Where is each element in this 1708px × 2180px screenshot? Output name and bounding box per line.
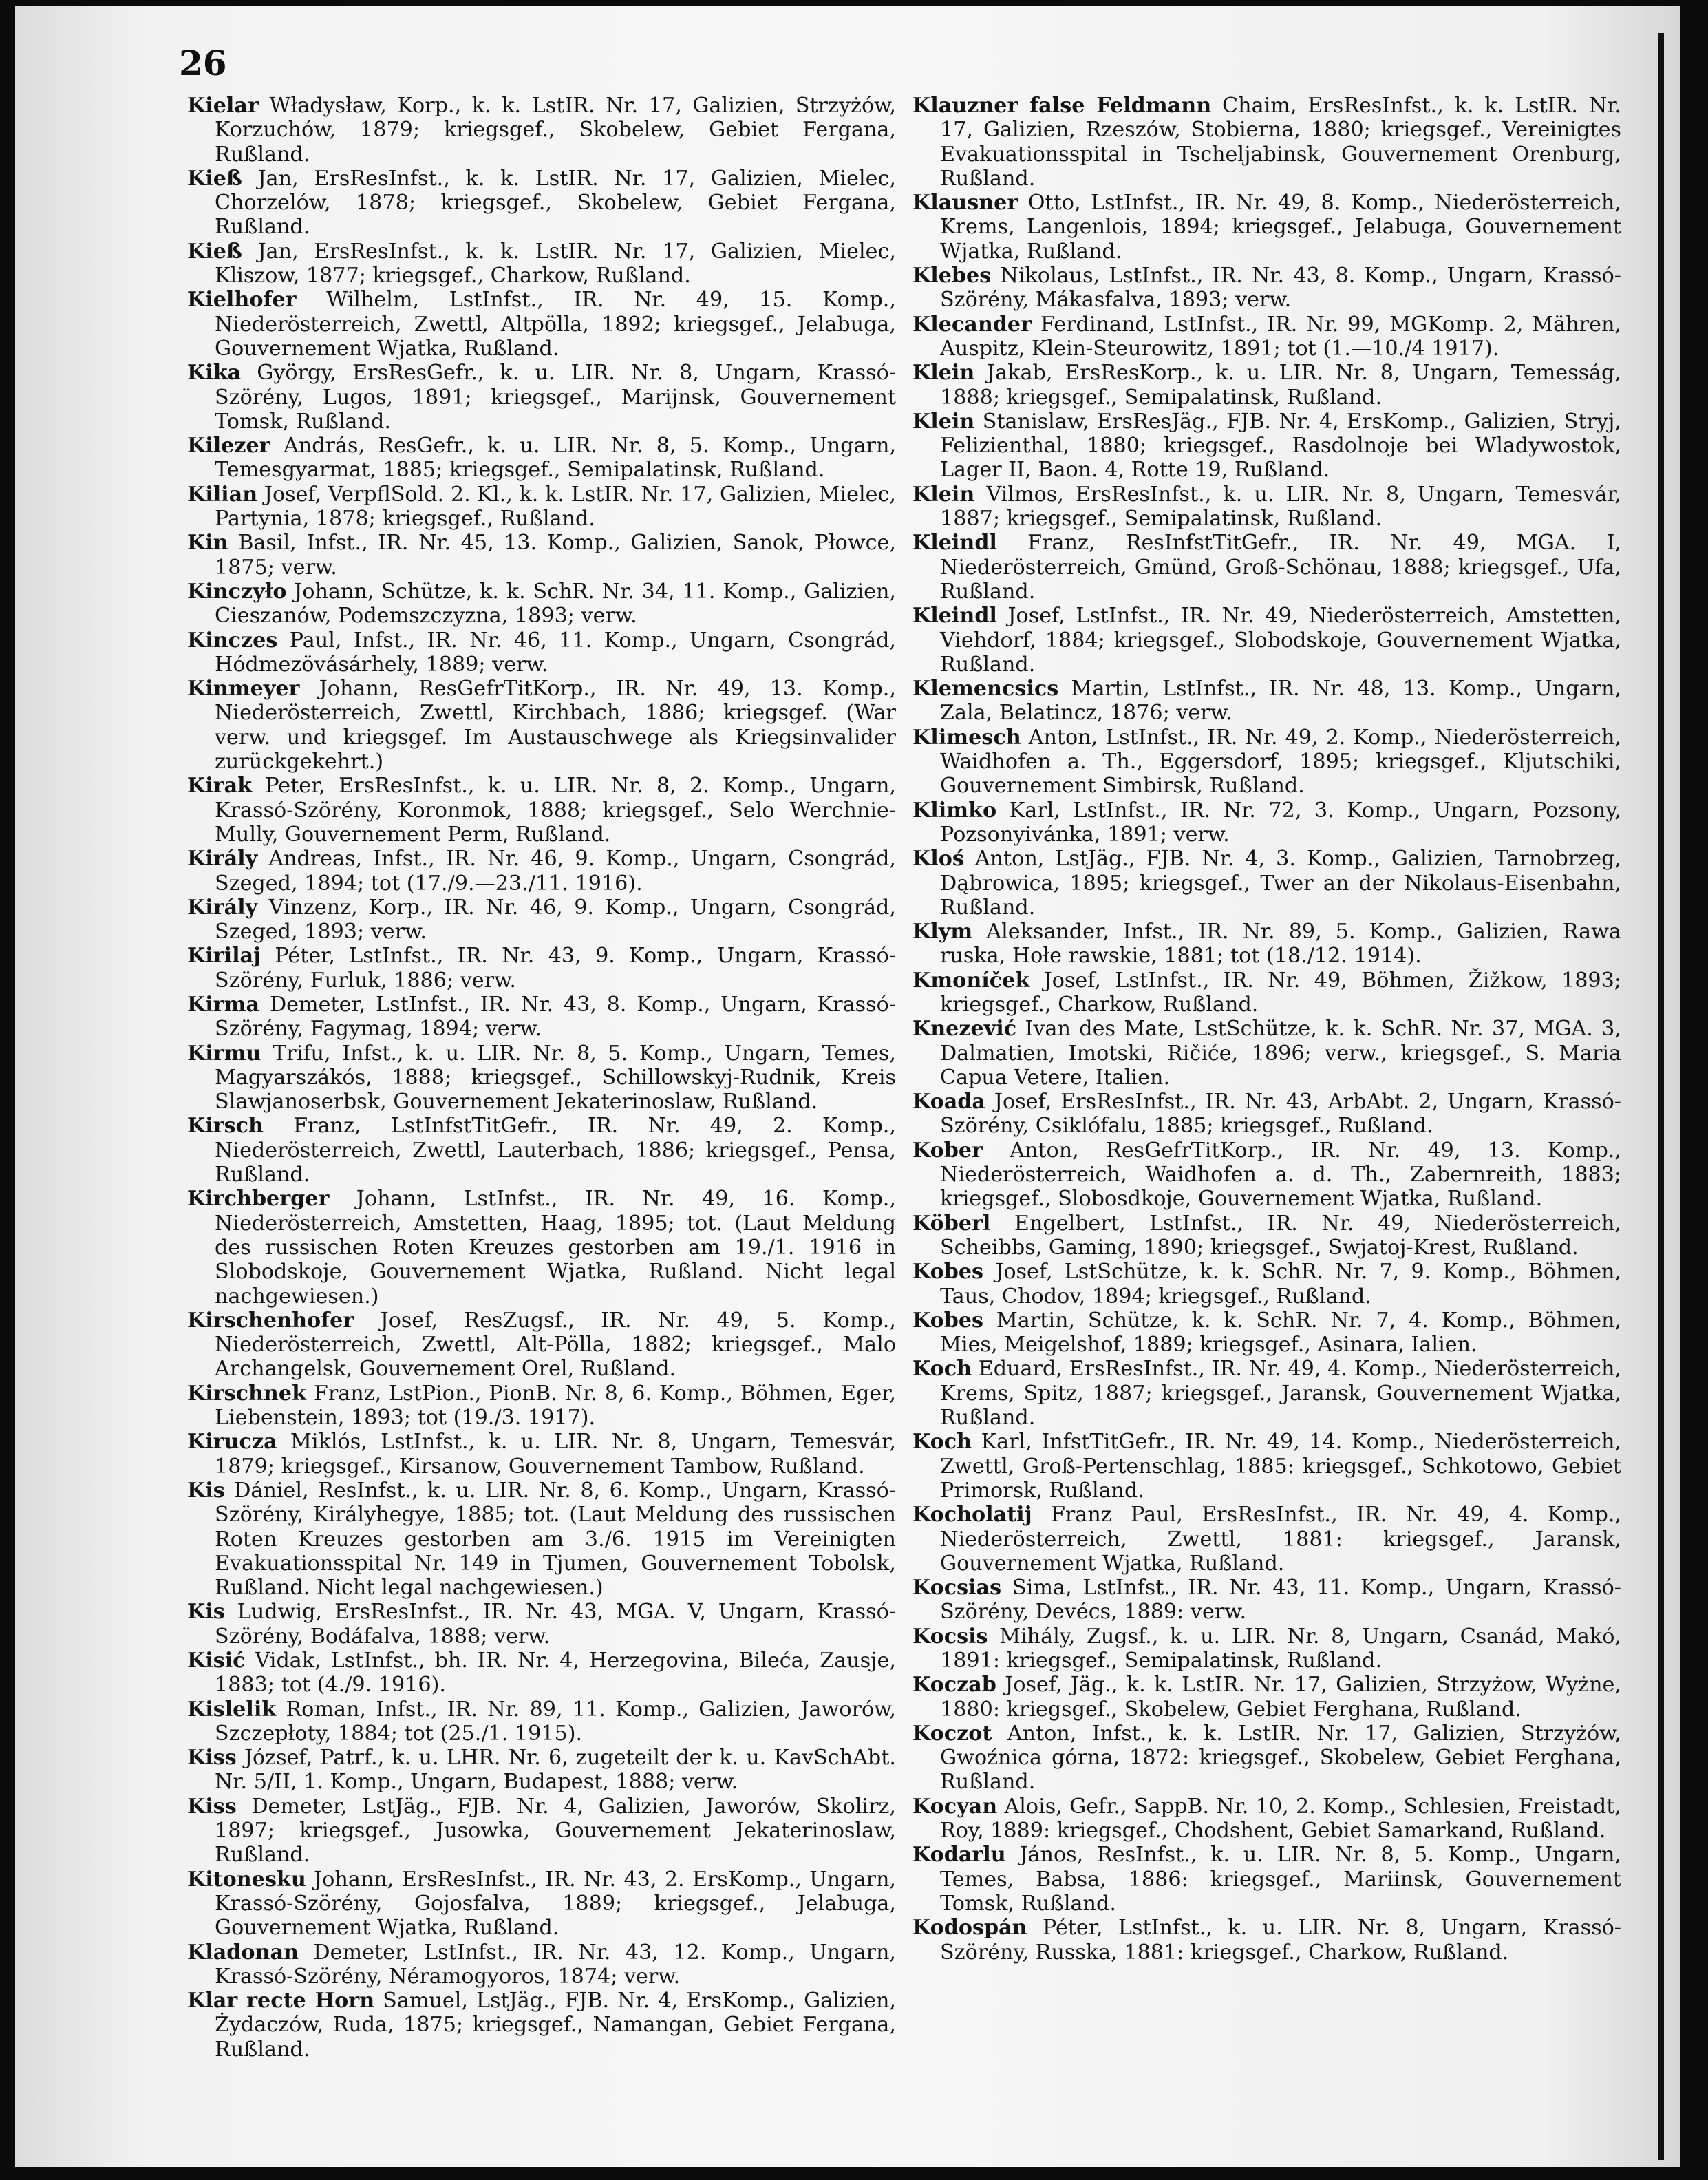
entry-surname: Kieß [187, 166, 242, 191]
entry-surname: Kiss [187, 1746, 237, 1770]
entry-surname: Kober [912, 1138, 983, 1163]
list-item [912, 604, 1621, 677]
document-page [15, 6, 1680, 2167]
list-item [912, 1357, 1621, 1430]
entry-details: Anton, LstInfst., IR. Nr. 49, 2. Komp., Niederösterreich, Waidhofen a. Th., Eggersdorf, 1895; kriegsgef., Kljutschiki, Gouvernement Simbirsk, Rußland. [940, 725, 1621, 798]
entry-surname: Kocsias [912, 1576, 1002, 1600]
entry-details: Josef, LstSchütze, k. k. SchR. Nr. 7, 9. Komp., Böhmen, Taus, Chodov, 1894; kriegsgef., Rußland. [940, 1260, 1621, 1309]
entry-surname: Klein [912, 482, 975, 507]
entry-details: György, ErsResGefr., k. u. LIR. Nr. 8, Ungarn, Krassó-Szörény, Lugos, 1891; kriegsgef., Marijnsk, Gouvernement Tomsk, Rußland. [215, 361, 896, 434]
list-item [187, 1309, 896, 1382]
entry-surname: Kieß [187, 239, 242, 264]
entry-details: Ludwig, ErsResInfst., IR. Nr. 43, MGA. V, Ungarn, Krassó-Szörény, Bodáfalva, 1888; verw. [215, 1600, 896, 1649]
entry-details: Josef, LstInfst., IR. Nr. 49, Niederösterreich, Amstetten, Viehdorf, 1884; kriegsgef., Slobodskoje, Gouvernement Wjatka, Rußland. [940, 604, 1621, 677]
entry-details: Vinzenz, Korp., IR. Nr. 46, 9. Komp., Ungarn, Csongrád, Szeged, 1893; verw. [215, 895, 896, 944]
page-number: 26 [179, 43, 227, 83]
entry-surname: Kocsis [912, 1624, 988, 1649]
entry-surname: Kielar [187, 94, 259, 118]
entry-details: Nikolaus, LstInfst., IR. Nr. 43, 8. Komp., Ungarn, Krassó-Szörény, Mákasfalva, 1893; verw. [940, 264, 1621, 313]
entry-details: Aleksander, Infst., IR. Nr. 89, 5. Komp., Galizien, Rawa ruska, Hołe rawskie, 1881; tot (18./12. 1914). [940, 920, 1621, 969]
entry-details: Vilmos, ErsResInfst., k. u. LIR. Nr. 8, Ungarn, Temesvár, 1887; kriegsgef., Semipalatinsk, Rußland. [940, 482, 1621, 531]
list-item [912, 1139, 1621, 1211]
list-item [187, 944, 896, 993]
entry-surname: Klimesch [912, 725, 1021, 750]
entry-details: Josef, Jäg., k. k. LstIR. Nr. 17, Galizien, Strzyżow, Wyżne, 1880: kriegsgef., Skobelew, Gebiet Ferghana, Rußland. [940, 1673, 1621, 1722]
list-item [912, 1795, 1621, 1843]
entry-surname: Kirak [187, 774, 253, 798]
entry-surname: Klecander [912, 312, 1032, 337]
list-item [912, 410, 1621, 483]
entry-surname: Kleindl [912, 604, 997, 628]
entry-surname: Kilezer [187, 434, 270, 458]
entry-surname: Klauzner false Feldmann [912, 94, 1212, 118]
entry-surname: Kinczyło [187, 579, 287, 604]
entry-details: Trifu, Infst., k. u. LIR. Nr. 8, 5. Komp., Ungarn, Temes, Magyarszákós, 1888; kriegsgef., Schillowskyj-Rudnik, Kreis Slawjanoserbsk, Gouvernement Jekaterinoslaw, Rußland. [215, 1041, 896, 1114]
list-item [912, 313, 1621, 361]
entry-details: Mihály, Zugsf., k. u. LIR. Nr. 8, Ungarn, Csanád, Makó, 1891: kriegsgef., Semipalatinsk, Rußland. [940, 1624, 1621, 1673]
entry-details: János, ResInfst., k. u. LIR. Nr. 8, 5. Komp., Ungarn, Temes, Babsa, 1886: kriegsgef., Mariinsk, Gouvernement Tomsk, Rußland. [940, 1843, 1621, 1916]
entry-surname: Kirmu [187, 1041, 261, 1066]
entry-surname: Koada [912, 1090, 985, 1114]
entry-details: Demeter, LstInfst., IR. Nr. 43, 8. Komp., Ungarn, Krassó-Szörény, Fagymag, 1894; verw. [215, 992, 896, 1041]
entry-surname: Koch [912, 1357, 972, 1382]
entry-details: Péter, LstInfst., k. u. LIR. Nr. 8, Ungarn, Krassó-Szörény, Russka, 1881: kriegsgef., Charkow, Rußland. [940, 1916, 1621, 1965]
list-item [187, 580, 896, 628]
entry-surname: Kilian [187, 482, 258, 507]
entry-surname: Kodospán [912, 1916, 1027, 1940]
entry-details: Karl, LstInfst., IR. Nr. 72, 3. Komp., Ungarn, Pozsony, Pozsonyivánka, 1891; verw. [940, 798, 1621, 847]
entry-details: Karl, InfstTitGefr., IR. Nr. 49, 14. Komp., Niederösterreich, Zwettl, Groß-Pertenschlag, 1885: kriegsgef., Schkotowo, Gebiet Primorsk, Rußland. [940, 1430, 1621, 1503]
entry-surname: Kisić [187, 1649, 246, 1673]
list-item [912, 1843, 1621, 1916]
list-item [187, 94, 896, 167]
entry-details: Andreas, Infst., IR. Nr. 46, 9. Komp., Ungarn, Csongrád, Szeged, 1894; tot (17./9.—23./11. 1916). [215, 847, 896, 896]
entry-details: Ivan des Mate, LstSchütze, k. k. SchR. Nr. 37, MGA. 3, Dalmatien, Imotski, Ričiće, 1896; verw., kriegsgef., S. Maria Capua Vetere, Italien. [940, 1017, 1621, 1090]
entry-surname: Kiss [187, 1794, 237, 1819]
entry-details: Franz, LstInfstTitGefr., IR. Nr. 49, 2. Komp., Niederösterreich, Zwettl, Lauterbach, 1886; kriegsgef., Pensa, Rußland. [215, 1114, 896, 1187]
list-item [912, 1673, 1621, 1722]
entry-surname: Kloś [912, 847, 964, 871]
left-column [187, 94, 896, 2062]
entry-details: Franz Paul, ErsResInfst., IR. Nr. 49, 4. Komp., Niederösterreich, Zwettl, 1881: kriegsgef., Jaransk, Gouvernement Wjatka, Rußland. [940, 1503, 1621, 1576]
entry-surname: Koczab [912, 1673, 996, 1697]
entry-details: Johann, Schütze, k. k. SchR. Nr. 34, 11. Komp., Galizien, Cieszanów, Podemszczyzna, 1893; verw. [215, 579, 896, 628]
entry-details: Anton, ResGefrTitKorp., IR. Nr. 49, 13. Komp., Niederösterreich, Waidhofen a. d. Th., Zabernreith, 1883; kriegsgef., Slobosdkoje, Gouvernement Wjatka, Rußland. [940, 1138, 1621, 1211]
list-item [187, 1114, 896, 1187]
entry-details: Eduard, ErsResInfst., IR. Nr. 49, 4. Komp., Niederösterreich, Krems, Spitz, 1887; kriegsgef., Jaransk, Gouvernement Wjatka, Rußland. [940, 1357, 1621, 1430]
list-item [187, 847, 896, 896]
entry-details: Wilhelm, LstInfst., IR. Nr. 49, 15. Komp., Niederösterreich, Zwettl, Altpölla, 1892; kriegsgef., Jelabuga, Gouvernement Wjatka, Rußland. [215, 288, 896, 361]
entry-details: Władysław, Korp., k. k. LstIR. Nr. 17, Galizien, Strzyżów, Korzuchów, 1879; kriegsgef., Skobelew, Gebiet Fergana, Rußland. [215, 94, 896, 167]
list-item [187, 896, 896, 944]
entry-surname: Kislelik [187, 1697, 277, 1722]
entry-surname: Klein [912, 361, 975, 385]
list-item [187, 1649, 896, 1697]
list-item [912, 1017, 1621, 1090]
list-item [912, 1625, 1621, 1673]
list-item [912, 1503, 1621, 1576]
entry-surname: Kis [187, 1600, 225, 1625]
list-item [912, 483, 1621, 531]
entry-surname: Kirschenhofer [187, 1308, 354, 1333]
list-item [912, 969, 1621, 1017]
list-item [187, 167, 896, 240]
entry-surname: Klebes [912, 264, 992, 288]
entry-details: Paul, Infst., IR. Nr. 46, 11. Komp., Ungarn, Csongrád, Hódmezövásárhely, 1889; verw. [215, 628, 896, 677]
entry-details: Alois, Gefr., SappB. Nr. 10, 2. Komp., Schlesien, Freistadt, Roy, 1889: kriegsgef., Chodshent, Gebiet Samarkand, Rußland. [940, 1794, 1621, 1843]
entry-surname: Kis [187, 1478, 225, 1503]
entry-surname: Klym [912, 920, 973, 944]
entry-details: Anton, Infst., k. k. LstIR. Nr. 17, Galizien, Strzyżów, Gwoźnica górna, 1872: kriegsgef., Skobelew, Gebiet Ferghana, Rußland. [940, 1721, 1621, 1795]
entry-surname: Kirucza [187, 1430, 277, 1454]
entry-details: Demeter, LstJäg., FJB. Nr. 4, Galizien, Jaworów, Skolirz, 1897; kriegsgef., Jusowka, Gouvernement Jekaterinoslaw, Rußland. [215, 1794, 896, 1867]
entry-surname: Kodarlu [912, 1843, 1006, 1867]
list-item [912, 1916, 1621, 1965]
column-rule [1658, 33, 1664, 2160]
entry-details: Samuel, LstJäg., FJB. Nr. 4, ErsKomp., Galizien, Żydaczów, Ruda, 1875; kriegsgef., Namangan, Gebiet Fergana, Rußland. [215, 1989, 896, 2062]
list-item [912, 1211, 1621, 1260]
entry-surname: Klimko [912, 798, 997, 823]
entry-details: Vidak, LstInfst., bh. IR. Nr. 4, Herzegovina, Bileća, Zausje, 1883; tot (4./9. 1916). [215, 1649, 896, 1697]
entry-surname: Kin [187, 531, 228, 555]
entry-surname: Knezević [912, 1017, 1017, 1041]
entry-details: Josef, VerpflSold. 2. Kl., k. k. LstIR. Nr. 17, Galizien, Mielec, Partynia, 1878; kriegsgef., Rußland. [215, 482, 896, 531]
list-item [187, 1479, 896, 1600]
list-item [912, 726, 1621, 798]
entry-details: Basil, Infst., IR. Nr. 45, 13. Komp., Galizien, Sanok, Płowce, 1875; verw. [215, 531, 896, 580]
list-item [912, 361, 1621, 410]
list-item [187, 628, 896, 677]
entry-surname: Kinmeyer [187, 677, 300, 701]
list-item [912, 1576, 1621, 1625]
entry-details: Martin, LstInfst., IR. Nr. 48, 13. Komp., Ungarn, Zala, Belatincz, 1876; verw. [940, 677, 1621, 726]
entry-details: Johann, ErsResInfst., IR. Nr. 43, 2. ErsKomp., Ungarn, Krassó-Szörény, Gojosfalva, 1889; kriegsgef., Jelabuga, Gouvernement Wjatka, Rußland. [215, 1867, 896, 1940]
entry-surname: Koczot [912, 1721, 992, 1746]
entry-surname: Kmoníček [912, 968, 1030, 993]
entry-surname: Kocholatij [912, 1503, 1032, 1527]
list-item [187, 677, 896, 774]
right-column [912, 94, 1621, 1965]
entry-details: Chaim, ErsResInfst., k. k. LstIR. Nr. 17, Galizien, Rzeszów, Stobierna, 1880; kriegsgef., Vereinigtes Evakuationsspital in Tscheljabinsk, Gouvernement Orenburg, Rußland. [940, 94, 1621, 191]
list-item [187, 1989, 896, 2062]
entry-details: Josef, LstInfst., IR. Nr. 49, Böhmen, Žižkow, 1893; kriegsgef., Charkow, Rußland. [940, 968, 1621, 1017]
entry-surname: Kirma [187, 992, 260, 1017]
list-item [187, 1430, 896, 1479]
entry-details: Otto, LstInfst., IR. Nr. 49, 8. Komp., Niederösterreich, Krems, Langenlois, 1894; kriegsgef., Jelabuga, Gouvernement Wjatka, Rußland. [940, 191, 1621, 264]
entry-surname: Kitonesku [187, 1867, 306, 1892]
list-item [912, 920, 1621, 969]
entry-surname: Koch [912, 1430, 972, 1454]
entry-details: Josef, ErsResInfst., IR. Nr. 43, ArbAbt. 2, Ungarn, Krassó-Szörény, Csiklófalu, 1885; kriegsgef., Rußland. [940, 1090, 1621, 1139]
list-item [187, 1940, 896, 1989]
entry-details: András, ResGefr., k. u. LIR. Nr. 8, 5. Komp., Ungarn, Temesgyarmat, 1885; kriegsgef., Semipalatinsk, Rußland. [215, 434, 896, 483]
entry-surname: Kirschnek [187, 1381, 307, 1406]
list-item [912, 798, 1621, 847]
list-item [187, 993, 896, 1041]
entry-details: Miklós, LstInfst., k. u. LIR. Nr. 8, Ungarn, Temesvár, 1879; kriegsgef., Kirsanow, Gouvernement Tambow, Rußland. [215, 1430, 896, 1479]
list-item [187, 1697, 896, 1746]
entry-details: Sima, LstInfst., IR. Nr. 43, 11. Komp., Ungarn, Krassó-Szörény, Devécs, 1889: verw. [940, 1576, 1621, 1625]
entry-details: Johann, LstInfst., IR. Nr. 49, 16. Komp., Niederösterreich, Amstetten, Haag, 1895; tot. (Laut Meldung des russischen Roten Kreuzes gestorben am 19./1. 1916 in Slobodskoje, Gouvernement Wjatka, Rußland. Nicht legal nachgewiesen.) [215, 1187, 896, 1309]
list-item [187, 774, 896, 847]
entry-details: Stanislaw, ErsResJäg., FJB. Nr. 4, ErsKomp., Galizien, Stryj, Felizienthal, 1880; kriegsgef., Rasdolnoje bei Wladywostok, Lager II, Baon. 4, Rotte 19, Rußland. [940, 409, 1621, 483]
list-item [912, 94, 1621, 191]
list-item [187, 1746, 896, 1795]
entry-surname: Klemencsics [912, 677, 1059, 701]
entry-surname: Klein [912, 409, 975, 434]
entry-surname: Kirchberger [187, 1187, 330, 1211]
list-item [187, 1382, 896, 1430]
list-item [912, 1309, 1621, 1357]
entry-surname: Kirilaj [187, 944, 261, 969]
list-item [912, 191, 1621, 264]
entry-surname: Kielhofer [187, 288, 297, 313]
entry-surname: Kinczes [187, 628, 278, 653]
entry-details: Franz, ResInfstTitGefr., IR. Nr. 49, MGA. I, Niederösterreich, Gmünd, Groß-Schönau, 1888; kriegsgef., Ufa, Rußland. [940, 531, 1621, 604]
entry-surname: Kobes [912, 1308, 984, 1333]
list-item [187, 288, 896, 361]
entry-details: Dániel, ResInfst., k. u. LIR. Nr. 8, 6. Komp., Ungarn, Krassó-Szörény, Királyhegye, 1885; tot. (Laut Meldung des russischen Roten Kreuzes gestorben am 3./6. 1915 im Vereinigten Evakuationsspital Nr. 149 in Tjumen, Gouvernement Tobolsk, Rußland. Nicht legal nachgewiesen.) [215, 1478, 896, 1600]
list-item [187, 483, 896, 531]
entry-details: Peter, ErsResInfst., k. u. LIR. Nr. 8, 2. Komp., Ungarn, Krassó-Szörény, Koronmok, 1888; kriegsgef., Selo Werchnie-Mully, Gouvernement Perm, Rußland. [215, 774, 896, 847]
list-item [912, 1722, 1621, 1795]
entry-surname: Kirsch [187, 1114, 264, 1139]
entry-details: Martin, Schütze, k. k. SchR. Nr. 7, 4. Komp., Böhmen, Mies, Meigelshof, 1889; kriegsgef., Asinara, Ialien. [940, 1308, 1621, 1357]
entry-details: Demeter, LstInfst., IR. Nr. 43, 12. Komp., Ungarn, Krassó-Szörény, Néramogyoros, 1874; verw. [215, 1940, 896, 1989]
entry-details: József, Patrf., k. u. LHR. Nr. 6, zugeteilt der k. u. KavSchAbt. Nr. 5/II, 1. Komp., Ungarn, Budapest, 1888; verw. [215, 1746, 896, 1795]
list-item [912, 264, 1621, 313]
list-item [912, 1090, 1621, 1139]
entry-details: Jakab, ErsResKorp., k. u. LIR. Nr. 8, Ungarn, Temesság, 1888; kriegsgef., Semipalatinsk, Rußland. [940, 361, 1621, 410]
entry-details: Josef, ResZugsf., IR. Nr. 49, 5. Komp., Niederösterreich, Zwettl, Alt-Pölla, 1882; kriegsgef., Malo Archangelsk, Gouvernement Orel, Rußland. [215, 1308, 896, 1382]
list-item [187, 1600, 896, 1649]
entry-surname: Kobes [912, 1260, 984, 1284]
entry-surname: Kladonan [187, 1940, 299, 1965]
entry-surname: Klar recte Horn [187, 1989, 375, 2013]
entry-surname: Köberl [912, 1211, 991, 1236]
entry-details: Johann, ResGefrTitKorp., IR. Nr. 49, 13. Komp., Niederösterreich, Zwettl, Kirchbach, 1886; kriegsgef. (War verw. und kriegsgef. Im Austauschwege als Kriegsinvalider zurückgekehrt.) [215, 677, 896, 774]
list-item [187, 361, 896, 434]
list-item [187, 240, 896, 288]
entry-details: Jan, ErsResInfst., k. k. LstIR. Nr. 17, Galizien, Mielec, Kliszow, 1877; kriegsgef., Charkow, Rußland. [215, 239, 896, 288]
entry-details: Jan, ErsResInfst., k. k. LstIR. Nr. 17, Galizien, Mielec, Chorzelów, 1878; kriegsgef., Skobelew, Gebiet Fergana, Rußland. [215, 166, 896, 240]
entry-surname: Kocyan [912, 1794, 998, 1819]
entry-details: Roman, Infst., IR. Nr. 89, 11. Komp., Galizien, Jaworów, Szczepłoty, 1884; tot (25./1. 1915). [215, 1697, 896, 1746]
list-item [187, 1187, 896, 1308]
entry-surname: Király [187, 895, 258, 920]
entry-details: Anton, LstJäg., FJB. Nr. 4, 3. Komp., Galizien, Tarnobrzeg, Dąbrowica, 1895; kriegsgef., Twer an der Nikolaus-Eisenbahn, Rußland. [940, 847, 1621, 920]
list-item [912, 1260, 1621, 1309]
list-item [912, 1430, 1621, 1503]
entry-details: Engelbert, LstInfst., IR. Nr. 49, Niederösterreich, Scheibbs, Gaming, 1890; kriegsgef., Swjatoj-Krest, Rußland. [940, 1211, 1621, 1260]
entry-details: Péter, LstInfst., IR. Nr. 43, 9. Komp., Ungarn, Krassó-Szörény, Furluk, 1886; verw. [215, 944, 896, 993]
list-item [912, 847, 1621, 920]
list-item [187, 434, 896, 483]
entry-surname: Király [187, 847, 258, 871]
list-item [187, 1041, 896, 1114]
list-item [187, 1867, 896, 1940]
entry-surname: Klausner [912, 191, 1018, 215]
list-item [187, 531, 896, 580]
entry-surname: Kleindl [912, 531, 997, 555]
list-item [912, 677, 1621, 726]
entry-surname: Kika [187, 361, 242, 385]
list-item [912, 531, 1621, 604]
entry-details: Ferdinand, LstInfst., IR. Nr. 99, MGKomp. 2, Mähren, Auspitz, Klein-Steurowitz, 1891; tot (1.—10./4 1917). [940, 312, 1621, 361]
entry-details: Franz, LstPion., PionB. Nr. 8, 6. Komp., Böhmen, Eger, Liebenstein, 1893; tot (19./3. 1917). [215, 1381, 896, 1430]
list-item [187, 1795, 896, 1867]
